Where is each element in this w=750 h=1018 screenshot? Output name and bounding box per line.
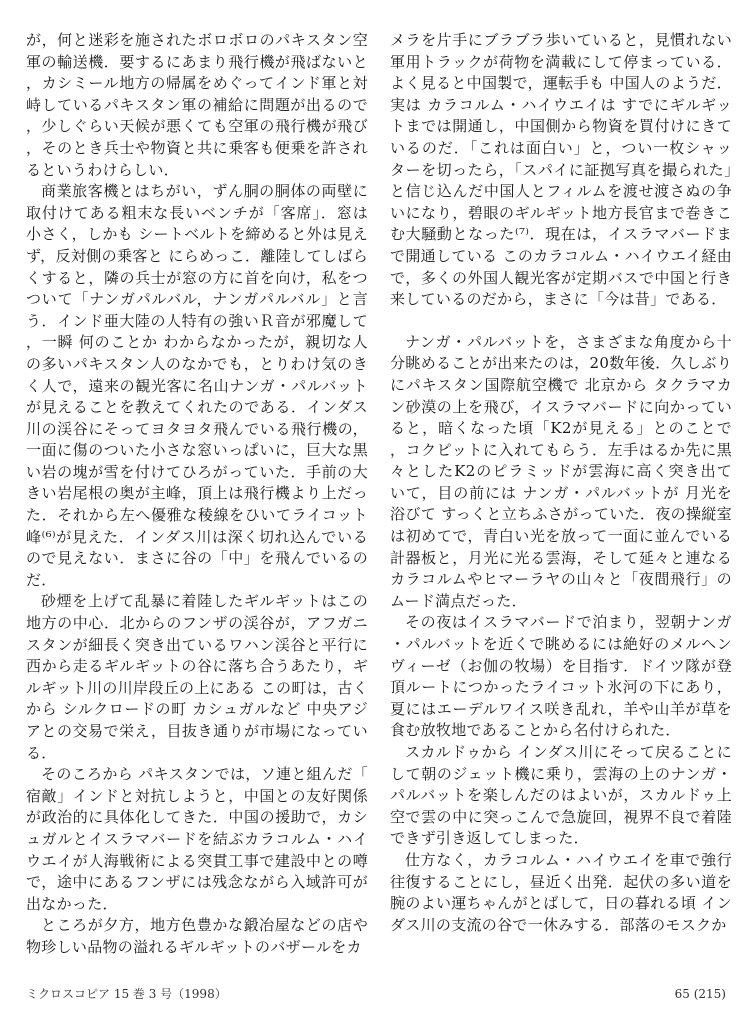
paragraph: そのころから パキスタンでは，ソ連と組んだ「宿敵」インドと対抗しようと，中国との友好関係が政治的に具体化してきた．中国の援助で，カシュガルとイスラマバードを結ぶカラコルム・ハイウエイが人海戦術による突貫工事で建設中との噂で，途中にあるフンザには残念ながら入域許可が出なかった．	[26, 765, 368, 913]
paragraph: スカルドゥから インダス川にそって戻ることにして朝のジェット機に乗り，雲海の上のナンガ・パルバットを楽しんだのはよいが，スカルドゥ上空で雲の中に突っこんで急旋回，視界不良で着陸できず引き返してしまった．	[390, 743, 732, 848]
journal-citation: ミクロスコピア 15 巻 3 号（1998）	[26, 987, 227, 1001]
paragraph: その夜はイスラマバードで泊まり，翌朝ナンガ・パルバットを近くで眺めるには絶好のメルヘンヴィーゼ（お伽の牧場）を目指す．ドイツ隊が登頂ルートにつかったライコット氷河の下にあり，夏にはエーデルワイス咲き乱れ，羊や山羊が草を食む放牧地であることから名付けられた．	[390, 613, 732, 740]
paragraph: ところが夕方，地方色豊かな鍛冶屋などの店や物珍しい品物の溢れるギルギットのバザールをカ	[26, 916, 368, 956]
right-column	[390, 30, 732, 936]
paragraph: が，何と迷彩を施されたボロボロのパキスタン空軍の輸送機．要するにあまり飛行機が飛ばないと，カシミール地方の帰属をめぐってインド軍と対峙しているパキスタン軍の補給に問題が出るので，少しぐらい天候が悪くても空軍の飛行機が飛び，そのとき兵士や物資と共に乗客も便乗を許されるというわけらしい．	[26, 31, 368, 179]
left-column	[26, 30, 368, 959]
paragraph: メラを片手にブラブラ歩いていると，見慣れない軍用トラックが荷物を満載にして停まっている．よく見ると中国製で，運転手も 中国人のようだ．実は カラコルム・ハイウエイは すでにギルギットまでは開通し，中国側から物資を買付けにきているのだ．「これは面白い」と，つい一枚シャッターを切ったら，「スパイに証拠写真を撮られた」と信じ込んだ中国人とフィルムを渡せ渡さぬの争いになり，碧眼のギルギット地方長官まで巻きこむ大騒動となった⁽⁷⁾．現在は，イスラマバードまで開通している このカラコルム・ハイウエイ経由で，多くの外国人観光客が定期バスで中国と行き来しているのだから，まさに「今は昔」である．	[390, 31, 732, 309]
paragraph: ナンガ・パルバットを，さまざまな角度から十分眺めることが出来たのは，20数年後．久しぶりにパキスタン国際航空機で 北京から タクラマカン砂漠の上を飛び，イスラマバードに向かっていると，暗くなった頃「K2が見える」とのことで，コクピットに入れてもらう．左手はるか先に黒々としたK2のピラミッドが雲海に高く突き出ていて，目の前には ナンガ・パルバットが 月光を浴びて すっくと立ちふさがっていた．夜の操縦室は初めてで，青白い光を放って一面に並んでいる計器板と，月光に光る雲海，そして延々と連なるカラコルムやヒマーラヤの山々と「夜間飛行」のムード満点だった．	[390, 332, 732, 610]
page-number: 65 (215)	[674, 987, 726, 1001]
paragraph: 商業旅客機とはちがい，ずん胴の胴体の両壁に取付けてある粗末な長いベンチが「客席」．窓は小さく，しかも シートベルトを締めると外は見えず，反対側の乗客と にらめっこ．離陸してしばらくすると，隣の兵士が窓の方に首を向け，私をつついて「ナンガパルバル，ナンガパルバル」と言う．インド亜大陸の人特有の強いＲ音が邪魔して，一瞬 何のことか わからなかったが，親切な人の多いパキスタン人のなかでも，とりわけ気のきく人で，遠来の観光客に名山ナンガ・パルバットが見えることを教えてくれたのである．インダス川の渓谷にそってヨタヨタ飛んでいる飛行機の，一面に傷のついた小さな窓いっぱいに，巨大な黒い岩の塊が雪を付けてひろがっていた．手前の大きい岩尾根の奥が主峰，頂上は飛行機より上だった．それから左へ優雅な稜線をひいてライコット峰⁽⁶⁾が見えた．インダス川は深く切れ込んでいるので見えない．まさに谷の「中」を飛んでいるのだ．	[26, 182, 368, 589]
paragraph: 仕方なく，カラコルム・ハイウエイを車で強行往復することにし，昼近く出発．起伏の多い道を腕のよい運ちゃんがとばして，日の暮れる頃 インダス川の支流の谷で一休みする．部落のモスクか	[390, 850, 732, 934]
paragraph: 砂煙を上げて乱暴に着陸したギルギットはこの地方の中心．北からのフンザの渓谷が，アフガニスタンが細長く突き出ているワハン渓谷と平行に西から走るギルギットの谷に落ち合うあたり，ギルギット川の川岸段丘の上にある この町は，古くから シルクロードの町 カシュガルなど 中央アジアとの交易で栄え，目抜き通りが市場になっている．	[26, 592, 368, 762]
